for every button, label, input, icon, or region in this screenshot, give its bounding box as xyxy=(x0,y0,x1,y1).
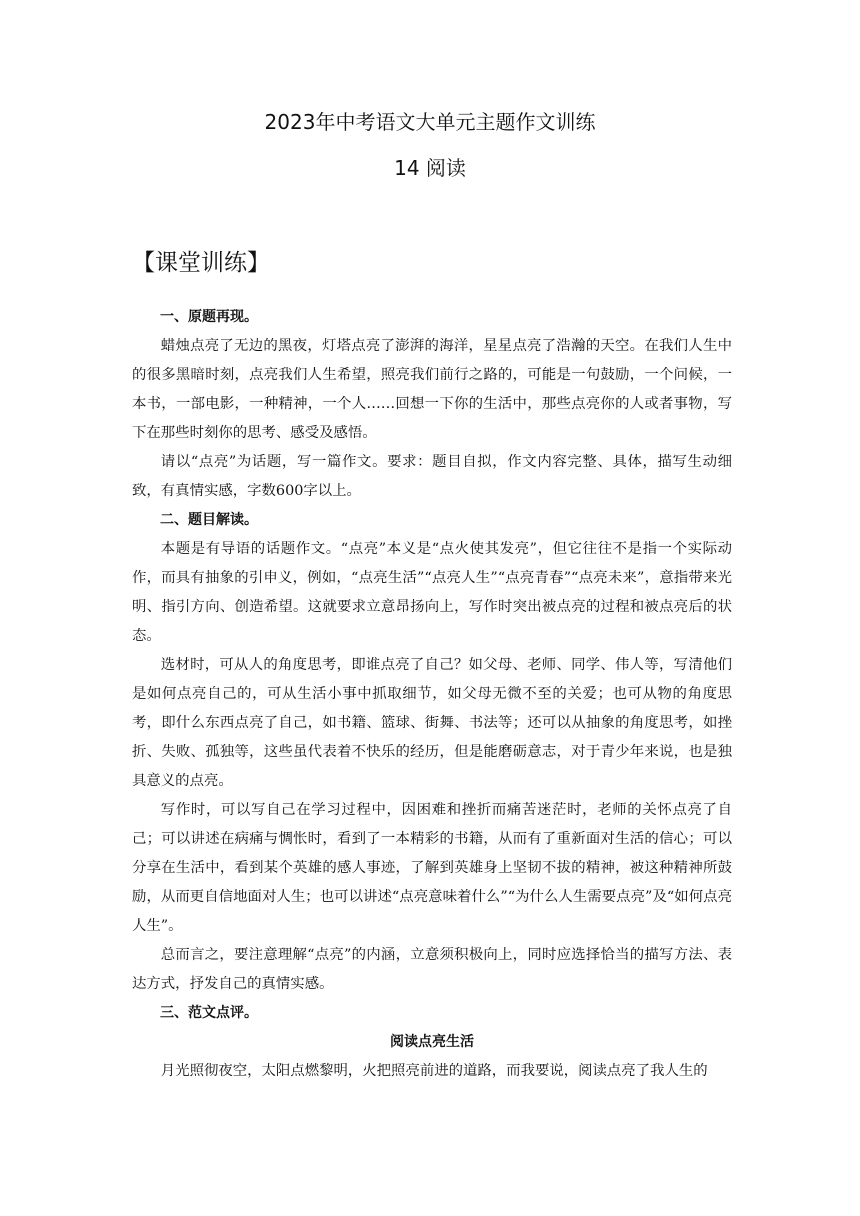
paragraph-writing-advice: 写作时，可以写自己在学习过程中，因困难和挫折而痛苦迷茫时，老师的关怀点亮了自己；可以讲述在病痛与惆怅时，看到了一本精彩的书籍，从而有了重新面对生活的信心；可以分享在生活中，看到某个英雄的感人事迹，了解到英雄身上坚韧不拔的精神，被这种精神所鼓励，从而更自信地面对人生；也可以讲述“点亮意味着什么”“为什么人生需要点亮”及“如何点亮人生”。 xyxy=(132,802,732,934)
paragraph-material-selection: 选材时，可从人的角度思考，即谁点亮了自己？如父母、老师、同学、伟人等，写清他们是如何点亮自己的，可从生活小事中抓取细节，如父母无微不至的关爱；也可从物的角度思考，即什么东西点亮了自己，如书籍、篮球、街舞、书法等；还可以从抽象的角度思考，如挫折、失败、孤独等，这些虽代表着不快乐的经历，但是能磨砺意志，对于青少年来说，也是独具意义的点亮。 xyxy=(132,657,732,789)
essay-first-line: 月光照彻夜空，太阳点燃黎明，火把照亮前进的道路，而我要说，阅读点亮了我人生的 xyxy=(160,1063,708,1079)
paragraph-requirements: 请以“点亮”为话题，写一篇作文。要求：题目自拟，作文内容完整、具体，描写生动细致，有真情实感，字数600字以上。 xyxy=(132,454,732,499)
document-title: 2023年中考语文大单元主题作文训练 xyxy=(264,110,596,134)
paragraph-interpretation: 本题是有导语的话题作文。“点亮”本义是“点火使其发亮”，但它往往不是指一个实际动作，而具有抽象的引申义，例如，“点亮生活”“点亮人生”“点亮青春”“点亮未来”，意指带来光明、指引方向、创造希望。这就要求立意昂扬向上，写作时突出被点亮的过程和被点亮后的状态。 xyxy=(132,541,732,644)
paragraph-summary: 总而言之，要注意理解“点亮”的内涵，立意须积极向上，同时应选择恰当的描写方法、表达方式，抒发自己的真情实感。 xyxy=(132,947,732,992)
paragraph-prompt: 蜡烛点亮了无边的黑夜，灯塔点亮了澎湃的海洋，星星点亮了浩瀚的天空。在我们人生中的很多黑暗时刻，点亮我们人生希望，照亮我们前行之路的，可能是一句鼓励，一个问候，一本书，一部电影，一种精神，一个人……回想一下你的生活中，那些点亮你的人或者事物，写下在那些时刻你的思考、感受及感悟。 xyxy=(132,338,732,441)
document-subtitle: 14 阅读 xyxy=(394,156,466,180)
heading-interpretation: 二、题目解读。 xyxy=(160,512,258,528)
document-body xyxy=(132,303,732,1086)
section-heading: 【课堂训练】 xyxy=(132,250,270,276)
heading-model-essay: 三、范文点评。 xyxy=(160,1005,258,1021)
essay-title: 阅读点亮生活 xyxy=(390,1034,474,1050)
heading-original-question: 一、原题再现。 xyxy=(160,309,258,325)
